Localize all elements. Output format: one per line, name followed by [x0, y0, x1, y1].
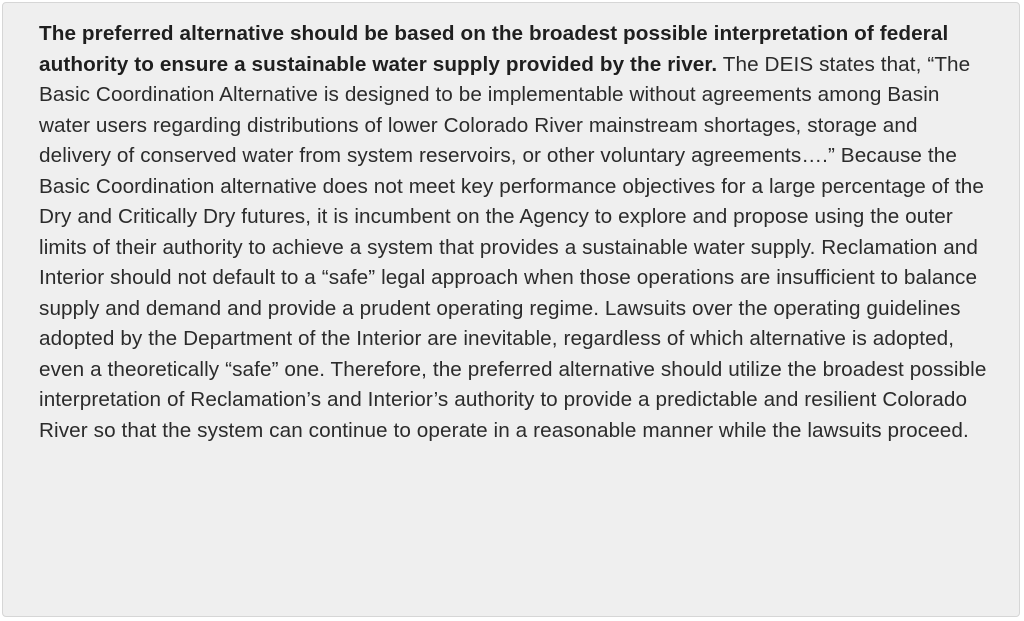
body-text: The DEIS states that, “The Basic Coordination Alternative is designed to be implementable without agreements among Basin water users regarding distributions of lower Colorado River mainstream shortages, storage and delivery of conserved water from system reservoirs, or other voluntary agreements….” Because the Basic Coordination alternative does not meet key performance objectives for a large percentage of the Dry and Critically Dry futures, it is incumbent on the Agency to explore and propose using the outer limits of their authority to achieve a system that provides a sustainable water supply. Reclamation and Interior should not default to a “safe” legal approach when those operations are insufficient to balance supply and demand and provide a prudent operating regime. Lawsuits over the operating guidelines adopted by the Department of the Interior are inevitable, regardless of which alternative is adopted, even a theoretically “safe” one. Therefore, the preferred alternative should utilize the broadest possible interpretation of Reclamation’s and Interior’s authority to provide a predictable and resilient Colorado River so that the system can continue to operate in a reasonable manner while the lawsuits proceed. — [39, 52, 987, 442]
comment-callout-box — [2, 2, 1020, 617]
lead-sentence: The preferred alternative should be based on the broadest possible interpretation of federal authority to ensure a sustainable water supply provided by the river. — [39, 22, 949, 76]
comment-paragraph — [39, 19, 989, 446]
